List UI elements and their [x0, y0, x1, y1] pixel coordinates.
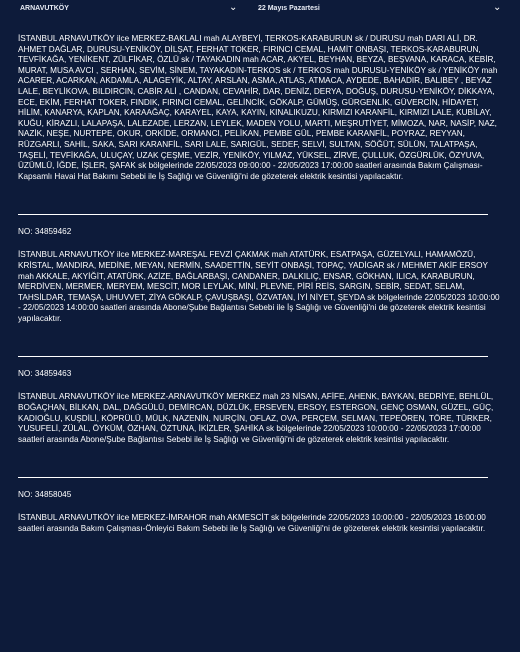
- list-item: [18, 227, 502, 324]
- chevron-down-icon[interactable]: ⌄: [493, 2, 502, 13]
- filter-bar: [0, 0, 520, 22]
- outage-list: [0, 22, 520, 535]
- district-select[interactable]: ARNAVUTKÖY: [20, 5, 69, 12]
- outage-number: NO: 34858045: [18, 490, 72, 500]
- list-item: [18, 490, 502, 534]
- list-item: [18, 369, 502, 445]
- date-select[interactable]: 22 Mayıs Pazartesi: [258, 5, 320, 12]
- divider: [18, 356, 488, 357]
- divider: [18, 477, 488, 478]
- outage-description: İSTANBUL ARNAVUTKÖY ilce MERKEZ-BAKLALI mah ALAYBEYİ, TERKOS-KARABURUN sk / DURUSU mah DARI ALİ, DR. AHMET DAĞLAR, DURUSU-YENİKÖY, DİLŞAT, FERHAT TOKER, FIRINCI CEMAL, HAMİT ONBAŞI, TERKOS-KARABURUN, TEVFİKAĞA, YENİKENT, ZÜLFİKAR, ÖZLÜ sk / TAYAKADIN mah ACAR, AKYEL, BEYHAN, BEYZA, BEŞVANA, KARACA, KEBİR, MURAT, MUSA AVCI , SERHAN, SEVİM, SİNEM, TAYAKADIN-TERKOS sk / TERKOS mah DURUSU-YENİKÖY sk / YENİKÖY mah ACARER, ACARKAN, AKDAMLA, ALAGEYİK, ALTAY, ARSLAN, ASMA, ATLAS, ATMACA, AYDEDE, BAHADIR, BALIBEY , BEYAZ LALE, BEYLİKOVA, BILDIRCIN, CABİR ALİ , CANDAN, CEVAHİR, DAR, DENİZ, DERYA, DOĞUŞ, DURUSU-YENİKÖY, DİKKAYA, ECE, EKİM, FERHAT TOKER, FINDIK, FIRINCI CEMAL, GELİNCİK, GÖKALP, GÜMÜŞ, GÜRGENLİK, GÜVERCİN, HİDAYET, HİLİM, KANARYA, KAPLAN, KARAAĞAÇ, KARAYEL, KAYA, KAYIN, KINALIKUZU, KIRMIZI KARANFİL, KIRMIZI LALE, KUBİLAY, KUĞU, KİRAZLI, LALAPAŞA, LALEZADE, LERZAN, LEYLEK, MADEN YOLU, MARTI, MEŞRUTİYET, MİMOZA, NAR, NASİP, NAZ, NAZİK, NEŞE, NURTEPE, OKUR, ORKİDE, ORMANCI, PELİKAN, PEMBE GÜL, PEMBE KARANFİL, POYRAZ, REYYAN, RÜZGARLI, SAHİL, SAKA, SARI KARANFİL, SARI LALE, SARIGÜL, SEDEF, SELVİ, SULTAN, SÖĞÜT, SÜLÜN, TALATPAŞA, TAŞELİ, TEVFİKAĞA, ULUÇAY, UZAK ÇEŞME, VEZİR, YENİKÖY, YILMAZ, YÜKSEL, ZİRVE, ÇULLUK, ÖZGÜRLÜK, ÖZYUVA, ÜZÜMLÜ, İĞDE, İŞLER, ŞAFAK sk bölgelerinde 22/05/2023 09:00:00 - 22/05/2023 17:00:00 saatleri arasında Bakım Çalışması-Kapsamlı Havai Hat Bakımı Sebebi ile İş Sağlığı ve Güvenliği'ni de gözeterek elektrik kesintisi yapılacaktır.: [18, 34, 498, 181]
- outage-description: İSTANBUL ARNAVUTKÖY ilce MERKEZ-MAREŞAL FEVZİ ÇAKMAK mah ATATÜRK, ESATPAŞA, GÜZELYALI, HAMAMÖZÜ, KRİSTAL, MANDIRA, MEDİNE, MEYAN, NERMİN, SAADETTİN, SEYİT ONBAŞI, TOPAÇ, YADİGAR sk / MEHMET AKİF ERSOY mah AKKALE, AKYİĞİT, ATATÜRK, AZİZE, BAĞLARBAŞI, CANDANER, DALKILIÇ, ENSAR, GÖKHAN, ILICA, KARABURUN, MERDİVEN, MERMER, MERYEM, MESCİT, MOR LEYLAK, MİNİ, PLEVNE, PİRİ REİS, SARGIN, SEBİR, SEDAT, SELAM, TAHSİLDAR, TEMAŞA, UHUVVET, ZİYA GÖKALP, ÇAVUŞBAŞI, ÖZVATAN, İYİ NİYET, ŞEYDA sk bölgelerinde 22/05/2023 10:00:00 - 22/05/2023 14:00:00 saatleri arasında Abone/Şube Bağlantısı Sebebi ile İş Sağlığı ve Güvenliği'ni de gözeterek elektrik kesintisi yapılacaktır.: [18, 250, 500, 323]
- list-item: [18, 34, 502, 182]
- outage-number: NO: 34859463: [18, 369, 72, 379]
- outage-description: İSTANBUL ARNAVUTKÖY ilce MERKEZ-İMRAHOR mah AKMESCİT sk bölgelerinde 22/05/2023 10:00:00 - 22/05/2023 16:00:00 saatleri arasında Bakım Çalışması-Önleyici Bakım Sebebi ile İş Sağlığı ve Güvenliği'ni de gözeterek elektrik kesintisi yapılacaktır.: [18, 513, 486, 534]
- outage-number: NO: 34859462: [18, 227, 72, 237]
- chevron-down-icon[interactable]: ⌄: [229, 2, 238, 13]
- divider: [18, 214, 488, 215]
- outage-description: İSTANBUL ARNAVUTKÖY ilce MERKEZ-ARNAVUTKÖY MERKEZ mah 23 NİSAN, AFİFE, AHENK, BAYKAN, BEDRİYE, BEHLÜL, BOĞAÇHAN, BİLKAN, DAL, DAĞGÜLÜ, DEMİRCAN, DÜZLÜK, ERSEVEN, ERSOY, ESTERGON, GENÇ OSMAN, GÜZEL, GÜÇ, KADIOĞLU, KUŞDİLİ, KÖPRÜLÜ, MÜLK, NAZENİN, NURÇİN, OFLAZ, OVA, PERÇEM, SELMAN, TEPEÖREN, TÖRE, TÜRKER, YUSUFELİ, ZÜLAL, ÖYKÜM, ÖZHAN, ÖZTUNA, İKİZLER, ŞAHİKA sk bölgelerinde 22/05/2023 10:00:00 - 22/05/2023 17:00:00 saatleri arasında Abone/Şube Bağlantısı Sebebi ile İş Sağlığı ve Güvenliği'ni de gözeterek elektrik kesintisi yapılacaktır.: [18, 392, 494, 444]
